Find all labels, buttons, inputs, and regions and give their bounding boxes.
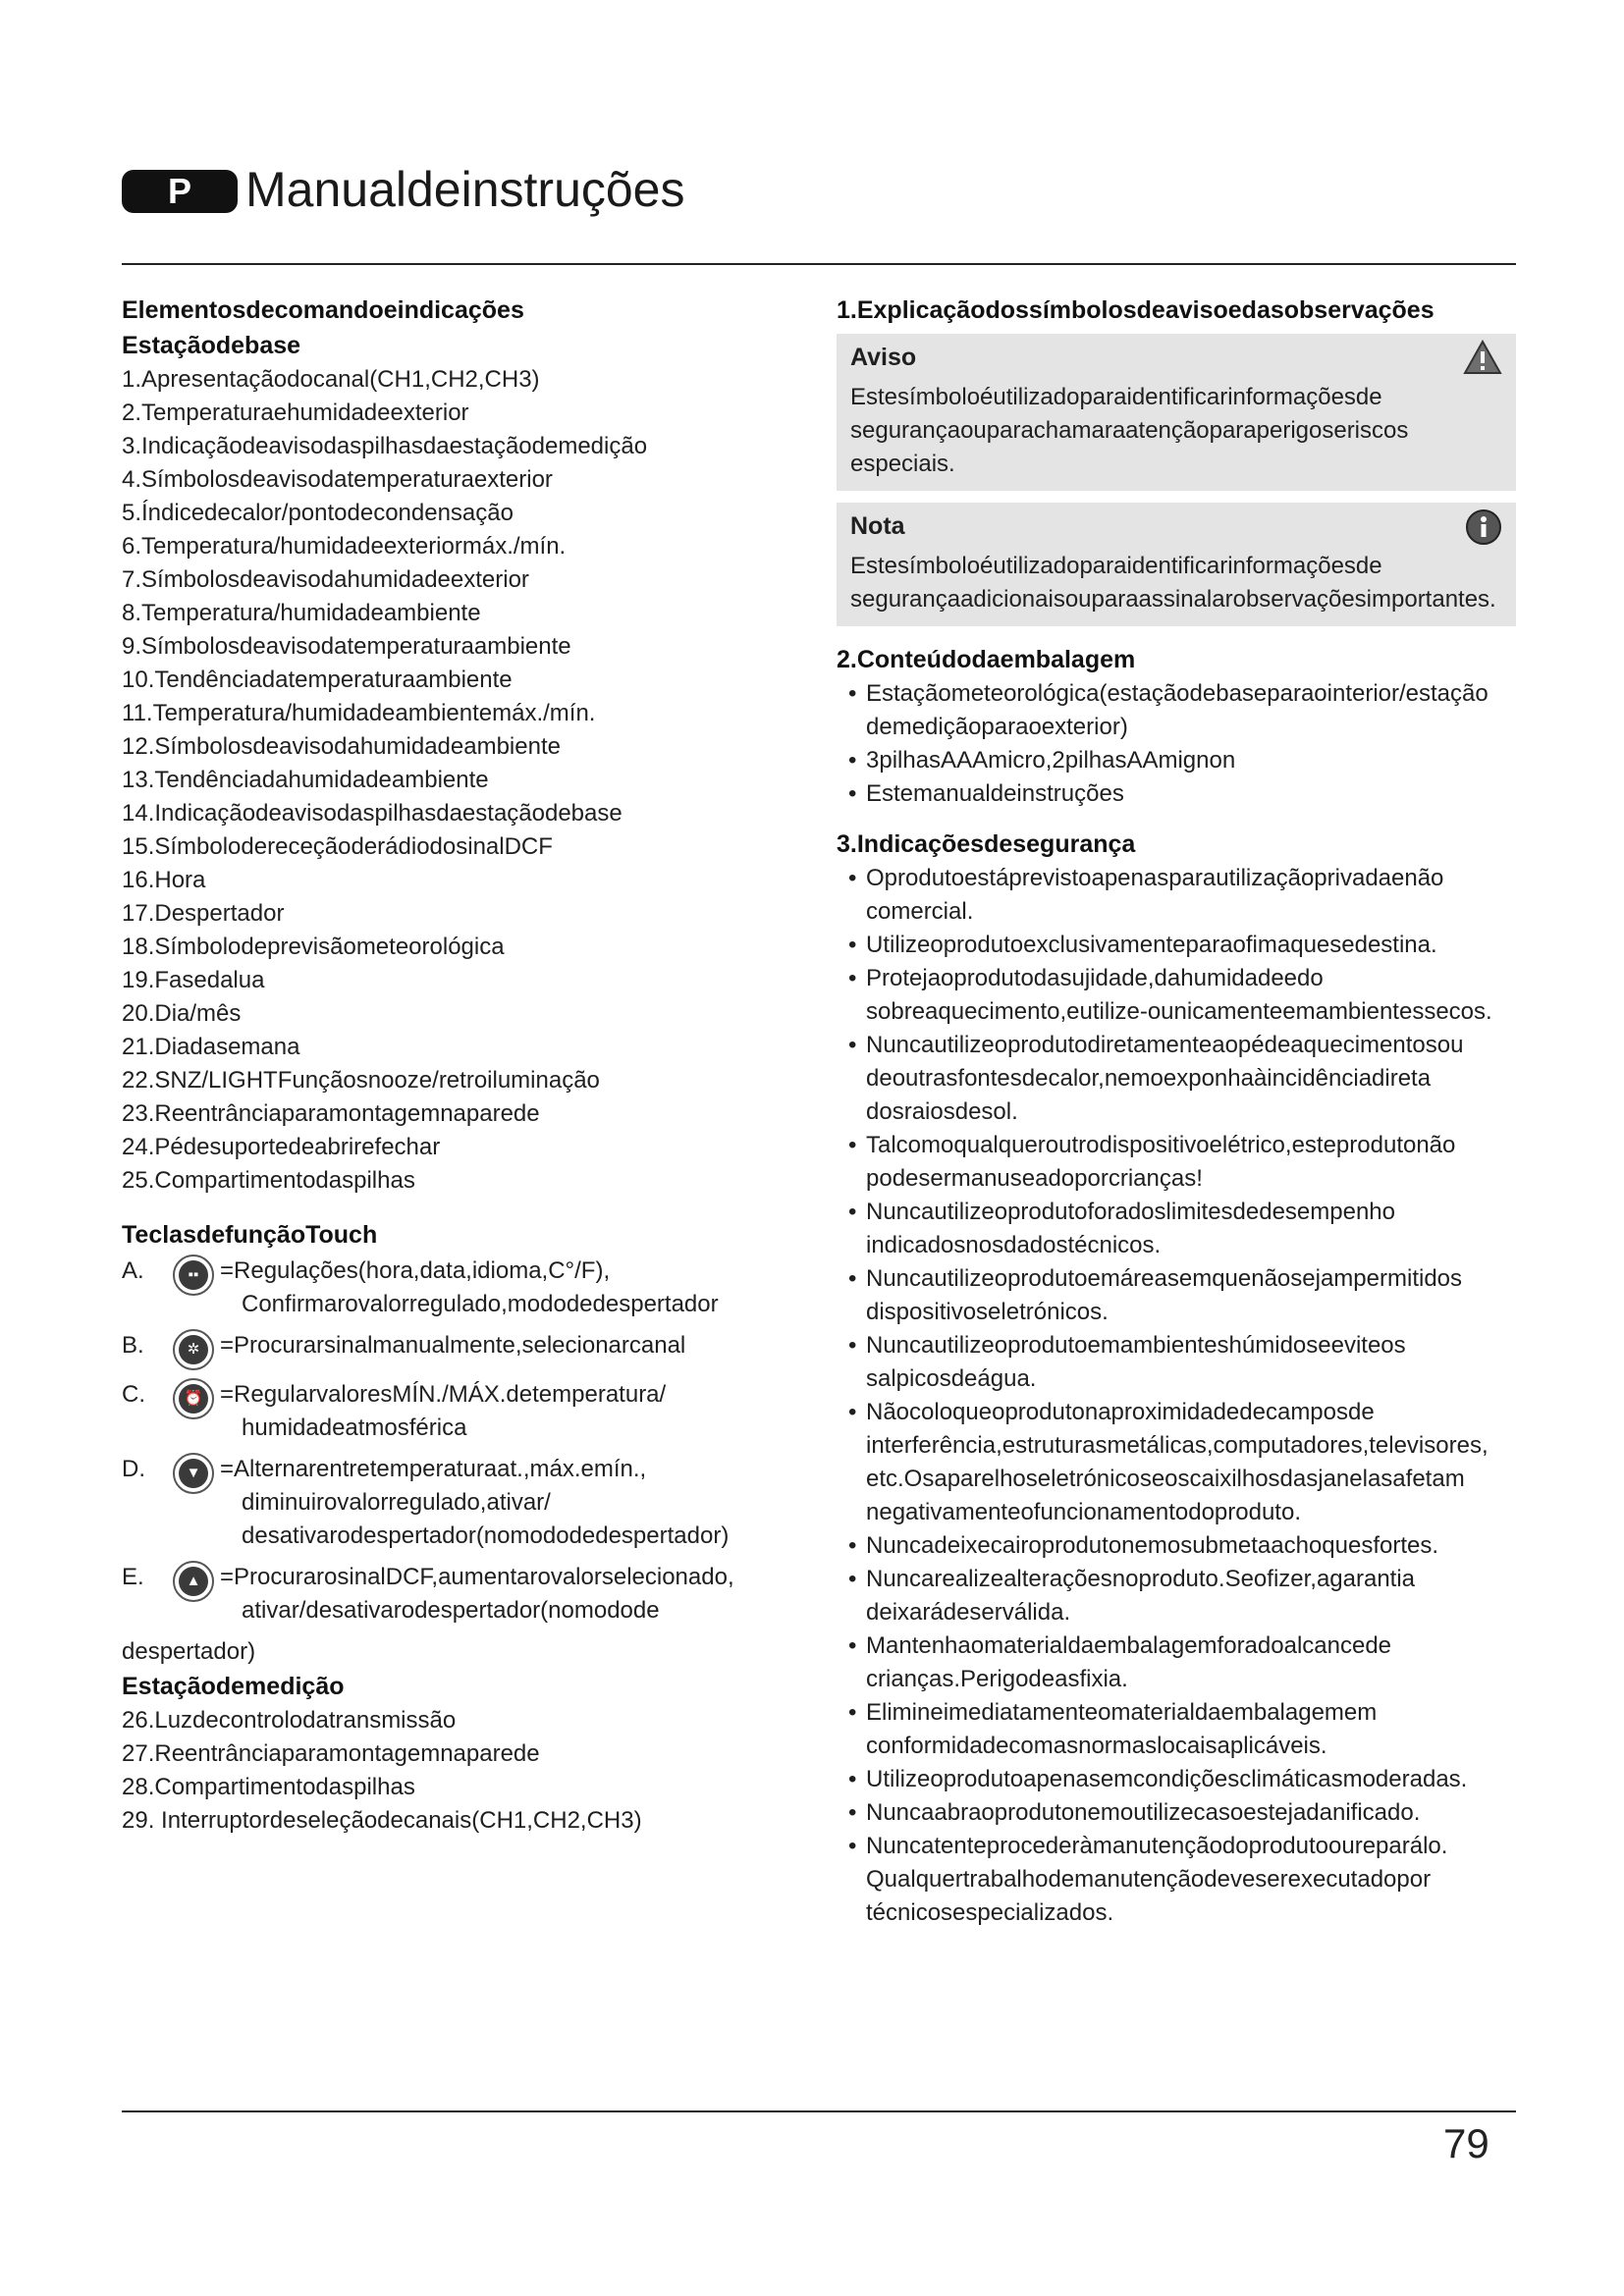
list-item: • Nuncautilizeoprodutoforadoslimitesdedesempenho indicadosnosdadostécnicos. — [837, 1196, 1516, 1262]
list-item: 23.Reentrânciaparamontagemnaparede — [122, 1100, 540, 1127]
list-item: 8.Temperatura/humidadeambiente — [122, 600, 481, 626]
list-item: 5.Índicedecalor/pontodecondensação — [122, 500, 514, 526]
touch-key-letter: D. — [122, 1456, 145, 1482]
list-item: • Nuncadeixecairoprodutonemosubmetaachoquesfortes. — [837, 1529, 1516, 1563]
list-item: • Oprodutoestáprevistoapenasparautilizaçãoprivadaenão comercial. — [837, 862, 1516, 929]
touch-key-text: =Regulações(hora,data,idioma,C°/F), — [220, 1257, 611, 1284]
note-box — [837, 503, 1516, 626]
right-column — [837, 293, 1516, 1930]
list-item: 6.Temperatura/humidadeexteriormáx./mín. — [122, 533, 567, 560]
list-item: • Utilizeoprodutoexclusivamenteparaofimaquesedestina. — [837, 929, 1516, 962]
list-item: 12.Símbolosdeavisodahumidadeambiente — [122, 733, 561, 760]
list-item: 17.Despertador — [122, 900, 285, 927]
list-item: • Estemanualdeinstruções — [837, 777, 1516, 811]
list-item: • Nuncautilizeoprodutoemáreasemquenãosejampermitidos dispositivoseletrónicos. — [837, 1262, 1516, 1329]
page-number: 79 — [1443, 2120, 1489, 2166]
controls-heading: Elementosdecomandoeindicações — [122, 296, 524, 324]
warning-text: Estesímboloéutilizadoparaidentificarinformaçõesde segurançaouparachamaraatençãoparaperigoseriscos especiais. — [850, 384, 1409, 477]
list-item: 9.Símbolosdeavisodatemperaturaambiente — [122, 633, 571, 660]
touch-key-continuation: ativar/desativarodespertador(nomodode — [242, 1597, 660, 1624]
left-column — [122, 293, 750, 1838]
safety-list — [837, 862, 1516, 1863]
list-item: 25.Compartimentodaspilhas — [122, 1167, 415, 1194]
list-item: 15.SímbolodereceçãoderádiodosinalDCF — [122, 833, 553, 860]
section-2-heading: 2.Conteúdodaembalagem — [837, 646, 1136, 673]
icon-glyph: ▲ — [179, 1567, 208, 1596]
note-title: Nota — [850, 512, 905, 540]
list-item: 1.Apresentaçãodocanal(CH1,CH2,CH3) — [122, 366, 540, 393]
touch-key-text: =Procurarsinalmanualmente,selecionarcanal — [220, 1332, 686, 1359]
list-item: 11.Temperatura/humidadeambientemáx./mín. — [122, 700, 596, 726]
list-item: • Nuncautilizeoprodutodiretamenteaopédeaquecimentosou deoutrasfontesdecalor,nemoexponhaàincidênciadireta dosraiosdesol. — [837, 1029, 1516, 1129]
touch-key-description — [220, 1255, 750, 1321]
footer-rule — [122, 2110, 1516, 2112]
touch-key-description — [220, 1453, 750, 1553]
touch-keys-list — [122, 1255, 750, 1628]
list-item: • Elimineimediatamenteomaterialdaembalagemem conformidadecomasnormaslocaisaplicáveis. — [837, 1696, 1516, 1763]
touch-keys-heading: TeclasdefunçãoTouch — [122, 1221, 378, 1249]
list-item: • Nãocoloqueoprodutonaproximidadedecamposde interferência,estruturasmetálicas,computadores,televisores, etc.Osaparelhoseletrónicoseoscaixilhosdasjanelasafetam negativamenteofuncionamentodoproduto. — [837, 1396, 1516, 1529]
list-item: 24.Pédesuportedeabrirefechar — [122, 1134, 441, 1160]
list-item: • Utilizeoprodutoapenasemcondiçõesclimáticasmoderadas. — [837, 1763, 1516, 1796]
package-contents-list — [837, 677, 1516, 811]
touch-key-text: =RegularvaloresMÍN./MÁX.detemperatura/ — [220, 1381, 667, 1408]
touch-key-description — [220, 1561, 750, 1628]
list-item: 4.Símbolosdeavisodatemperaturaexterior — [122, 466, 553, 493]
page-header — [122, 162, 1516, 231]
list-item: • Nuncautilizeoprodutoemambienteshúmidoseeviteos salpicosdeágua. — [837, 1329, 1516, 1396]
header-rule — [122, 263, 1516, 265]
touch-key-letter: B. — [122, 1332, 144, 1359]
touch-key-row — [122, 1255, 750, 1321]
icon-glyph: ⏰ — [179, 1384, 208, 1414]
list-item: 21.Diadasemana — [122, 1034, 300, 1060]
list-item: 2.Temperaturaehumidadeexterior — [122, 400, 469, 426]
list-item: • Protejaoprodutodasujidade,dahumidadeedo sobreaquecimento,eutilize-ounicamenteemambientessecos. — [837, 962, 1516, 1029]
touch-key-row — [122, 1561, 750, 1628]
touch-key-letter: C. — [122, 1381, 145, 1408]
list-item: • 3pilhasAAAmicro,2pilhasAAmignon — [837, 744, 1516, 777]
list-item: 20.Dia/mês — [122, 1000, 242, 1027]
list-item: • Nuncarealizealteraçõesnoproduto.Seofizer,agarantia deixarádeserválida. — [837, 1563, 1516, 1629]
touch-keys-tail: despertador) — [122, 1638, 256, 1665]
gear-icon — [173, 1329, 214, 1370]
list-item: 29. Interruptordeseleçãodecanais(CH1,CH2,CH3) — [122, 1807, 642, 1834]
list-item: • Nuncaabraoprodutonemoutilizecasoestejadanificado. — [837, 1796, 1516, 1830]
warning-title: Aviso — [850, 344, 917, 371]
language-badge: P — [122, 170, 238, 213]
list-item: 22.SNZ/LIGHTFunçãosnooze/retroiluminação — [122, 1067, 600, 1094]
list-item: 26.Luzdecontrolodatransmissão — [122, 1707, 457, 1734]
info-icon — [1465, 508, 1502, 546]
touch-key-row — [122, 1329, 750, 1370]
touch-key-text: =Alternarentretemperaturaat.,máx.emín., — [220, 1456, 647, 1482]
list-item: 28.Compartimentodaspilhas — [122, 1774, 415, 1800]
list-item: 27.Reentrânciaparamontagemnaparede — [122, 1740, 540, 1767]
touch-key-continuation: Confirmarovalorregulado,mododedespertador — [242, 1291, 719, 1317]
base-station-heading: Estaçãodebase — [122, 332, 301, 359]
list-item: • Mantenhaomaterialdaembalagemforadoalcancede crianças.Perigodeasfixia. — [837, 1629, 1516, 1696]
alarm-clock-icon — [173, 1378, 214, 1419]
list-item: • Estaçãometeorológica(estaçãodebaseparaointerior/estação demediçãoparaoexterior) — [837, 677, 1516, 744]
touch-key-text: =ProcurarosinalDCF,aumentarovalorselecionado, — [220, 1564, 734, 1590]
section-1-heading: 1.Explicaçãodossímbolosdeavisoedasobservações — [837, 296, 1435, 324]
down-arrow-icon — [173, 1453, 214, 1494]
list-item: 16.Hora — [122, 867, 206, 893]
measure-station-list — [122, 1704, 750, 1838]
section-3-heading: 3.Indicaçõesdesegurança — [837, 830, 1136, 858]
touch-key-row — [122, 1453, 750, 1553]
measure-station-heading: Estaçãodemedição — [122, 1673, 345, 1700]
safety-tail: Qualquertrabalhodemanutençãodeveserexecutadopor técnicosespecializados. — [866, 1866, 1432, 1926]
touch-key-description — [220, 1378, 750, 1445]
base-station-list — [122, 363, 750, 1198]
page-title: Manualdeinstruções — [245, 162, 685, 217]
warning-box — [837, 334, 1516, 491]
list-item: 14.Indicaçãodeavisodaspilhasdaestaçãodebase — [122, 800, 623, 827]
list-item: 3.Indicaçãodeavisodaspilhasdaestaçãodemedição — [122, 433, 648, 459]
list-item: • Talcomoqualqueroutrodispositivoelétrico,esteprodutonão podesermanuseadoporcrianças! — [837, 1129, 1516, 1196]
up-arrow-icon — [173, 1561, 214, 1602]
icon-glyph: ▪▪ — [179, 1260, 208, 1290]
touch-key-continuation: desativarodespertador(nomododedespertador) — [242, 1522, 730, 1549]
touch-key-description — [220, 1329, 750, 1362]
list-item: 18.Símbolodeprevisãometeorológica — [122, 934, 505, 960]
touch-key-continuation: diminuirovalorregulado,ativar/ — [242, 1489, 551, 1516]
note-text: Estesímboloéutilizadoparaidentificarinformaçõesde segurançaadicionaisouparaassinalarobservaçõesimportantes. — [850, 553, 1496, 613]
touch-key-letter: E. — [122, 1564, 144, 1590]
list-item: • Nuncatenteprocederàmanutençãodoprodutooureparálo. — [837, 1830, 1516, 1863]
icon-glyph: ✲ — [179, 1335, 208, 1364]
warning-triangle-icon — [1463, 340, 1502, 375]
list-item: 10.Tendênciadatemperaturaambiente — [122, 667, 513, 693]
icon-glyph: ▼ — [179, 1459, 208, 1488]
grid-icon — [173, 1255, 214, 1296]
list-item: 19.Fasedalua — [122, 967, 265, 993]
touch-key-row — [122, 1378, 750, 1445]
touch-key-continuation: humidadeatmosférica — [242, 1415, 467, 1441]
touch-key-letter: A. — [122, 1257, 144, 1284]
list-item: 7.Símbolosdeavisodahumidadeexterior — [122, 566, 529, 593]
list-item: 13.Tendênciadahumidadeambiente — [122, 767, 489, 793]
